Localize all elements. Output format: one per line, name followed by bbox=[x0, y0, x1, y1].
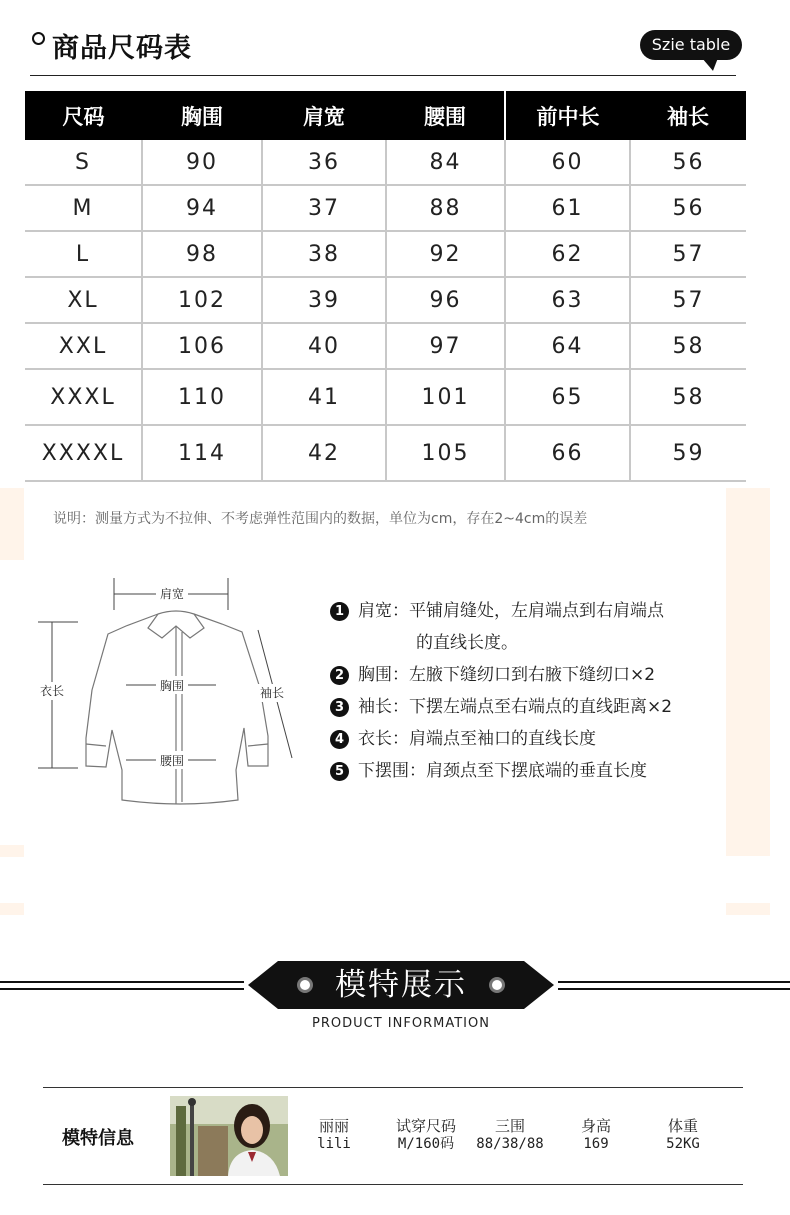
model-photo bbox=[170, 1096, 288, 1176]
model-stat-label: 体重 bbox=[667, 1117, 698, 1135]
header-chest: 胸围 bbox=[142, 91, 262, 140]
header-shoulder: 肩宽 bbox=[262, 91, 386, 140]
table-cell: 60 bbox=[505, 140, 630, 185]
decorative-band bbox=[0, 903, 24, 915]
table-row bbox=[25, 369, 746, 425]
measurement-text-continuation: 的直线长度。 bbox=[416, 633, 518, 653]
table-cell: 66 bbox=[505, 425, 630, 481]
decorative-band bbox=[0, 488, 24, 560]
diagram-label-sleeve: 袖长 bbox=[259, 686, 285, 700]
table-cell: 102 bbox=[142, 277, 262, 323]
measurement-text: 下摆围：肩颈点至下摆底端的垂直长度 bbox=[358, 761, 647, 781]
model-stat-value: 52KG bbox=[666, 1136, 700, 1152]
table-cell: 63 bbox=[505, 277, 630, 323]
diagram-label-shoulder: 肩宽 bbox=[159, 587, 185, 601]
model-name-en: lili bbox=[317, 1136, 351, 1152]
table-cell: 94 bbox=[142, 185, 262, 231]
table-cell: 41 bbox=[262, 369, 386, 425]
table-cell: 97 bbox=[386, 323, 505, 369]
table-cell: XXL bbox=[25, 323, 142, 369]
table-cell: 90 bbox=[142, 140, 262, 185]
size-table-badge: Szie table bbox=[640, 30, 742, 60]
title-divider bbox=[30, 75, 736, 76]
table-row bbox=[25, 425, 746, 481]
number-badge-icon: 1 bbox=[330, 602, 349, 621]
number-badge-icon: 2 bbox=[330, 666, 349, 685]
table-cell: 96 bbox=[386, 277, 505, 323]
number-badge-icon: 5 bbox=[330, 762, 349, 781]
table-cell: 110 bbox=[142, 369, 262, 425]
number-badge-icon: 3 bbox=[330, 698, 349, 717]
table-cell: 114 bbox=[142, 425, 262, 481]
measurement-text: 肩宽：平铺肩缝处，左肩端点到右肩端点 bbox=[358, 601, 664, 621]
size-table-header-row bbox=[25, 91, 746, 140]
model-stat-label: 三围 bbox=[494, 1117, 525, 1135]
table-cell: 58 bbox=[630, 323, 746, 369]
table-cell: 57 bbox=[630, 231, 746, 277]
banner-line bbox=[0, 981, 244, 983]
table-row bbox=[25, 140, 746, 185]
header-size: 尺码 bbox=[25, 91, 142, 140]
table-cell: 58 bbox=[630, 369, 746, 425]
shirt-outline-icon bbox=[86, 611, 268, 804]
table-cell: 57 bbox=[630, 277, 746, 323]
diagram-label-waist: 腰围 bbox=[159, 754, 185, 768]
table-cell: 42 bbox=[262, 425, 386, 481]
number-badge-icon: 4 bbox=[330, 730, 349, 749]
measurement-item bbox=[330, 596, 664, 621]
decorative-band bbox=[0, 845, 24, 857]
banner-line bbox=[558, 988, 790, 990]
header-sleeve: 袖长 bbox=[630, 91, 746, 140]
table-cell: XXXXL bbox=[25, 425, 142, 481]
decorative-band bbox=[726, 488, 770, 856]
table-cell: 61 bbox=[505, 185, 630, 231]
section-subtitle: PRODUCT INFORMATION bbox=[312, 1016, 490, 1031]
table-cell: 64 bbox=[505, 323, 630, 369]
table-cell: 65 bbox=[505, 369, 630, 425]
table-cell: 37 bbox=[262, 185, 386, 231]
measurement-item bbox=[330, 756, 647, 781]
model-stat-label: 试穿尺码 bbox=[395, 1117, 456, 1135]
measurement-item bbox=[330, 724, 596, 749]
table-row bbox=[25, 231, 746, 277]
table-cell: 56 bbox=[630, 140, 746, 185]
model-info-heading: 模特信息 bbox=[62, 1128, 134, 1149]
model-stat-value: M/160码 bbox=[397, 1136, 455, 1152]
diagram-label-length: 衣长 bbox=[39, 684, 65, 698]
header-waist: 腰围 bbox=[386, 91, 505, 140]
page-title: 商品尺码表 bbox=[52, 33, 192, 64]
measurement-text: 衣长：肩端点至袖口的直线长度 bbox=[358, 729, 596, 749]
table-cell: M bbox=[25, 185, 142, 231]
model-name bbox=[284, 1117, 384, 1153]
table-cell: S bbox=[25, 140, 142, 185]
model-stat-value: 88/38/88 bbox=[476, 1136, 544, 1152]
table-cell: 39 bbox=[262, 277, 386, 323]
header-front-length: 前中长 bbox=[505, 91, 630, 140]
model-info-bottom-rule bbox=[43, 1184, 743, 1185]
model-stat-value: 169 bbox=[583, 1136, 609, 1152]
table-cell: 36 bbox=[262, 140, 386, 185]
size-table bbox=[25, 91, 746, 482]
table-row bbox=[25, 185, 746, 231]
section-title: 模特展示 bbox=[335, 967, 467, 1003]
table-cell: 101 bbox=[386, 369, 505, 425]
table-cell: 84 bbox=[386, 140, 505, 185]
table-cell: 106 bbox=[142, 323, 262, 369]
measurement-item bbox=[330, 692, 672, 717]
banner-line bbox=[558, 981, 790, 983]
model-info-top-rule bbox=[43, 1087, 743, 1088]
table-row bbox=[25, 277, 746, 323]
diagram-label-chest: 胸围 bbox=[159, 679, 185, 693]
model-name-cn: 丽丽 bbox=[318, 1117, 349, 1135]
shirt-measurement-diagram bbox=[30, 570, 320, 820]
table-cell: 105 bbox=[386, 425, 505, 481]
table-cell: 59 bbox=[630, 425, 746, 481]
measurement-text: 袖长：下摆左端点至右端点的直线距离×2 bbox=[358, 697, 673, 717]
table-cell: 40 bbox=[262, 323, 386, 369]
model-stat-label: 身高 bbox=[580, 1117, 611, 1135]
decorative-band bbox=[726, 903, 770, 915]
model-stat bbox=[460, 1117, 560, 1153]
table-cell: 92 bbox=[386, 231, 505, 277]
model-stat bbox=[633, 1117, 733, 1153]
measurement-text: 胸围：左腋下缝纫口到右腋下缝纫口×2 bbox=[358, 665, 656, 685]
table-cell: XL bbox=[25, 277, 142, 323]
table-cell: 56 bbox=[630, 185, 746, 231]
table-cell: 98 bbox=[142, 231, 262, 277]
table-cell: 38 bbox=[262, 231, 386, 277]
banner-line bbox=[0, 988, 244, 990]
table-row bbox=[25, 323, 746, 369]
title-bullet-icon bbox=[32, 32, 45, 45]
table-cell: 62 bbox=[505, 231, 630, 277]
measurement-item bbox=[330, 660, 655, 685]
table-cell: L bbox=[25, 231, 142, 277]
measurement-note: 说明：测量方式为不拉伸、不考虑弹性范围内的数据，单位为cm，存在2~4cm的误差 bbox=[53, 511, 588, 527]
table-cell: 88 bbox=[386, 185, 505, 231]
model-stat bbox=[546, 1117, 646, 1153]
table-cell: XXXL bbox=[25, 369, 142, 425]
